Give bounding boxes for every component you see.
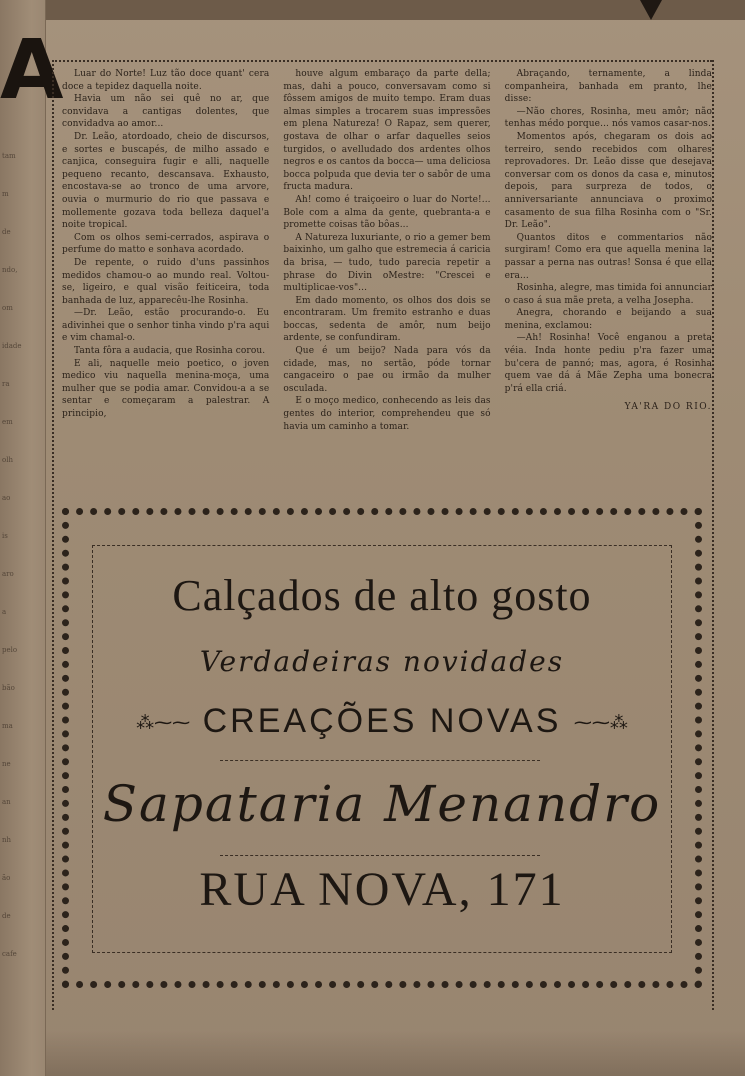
drop-cap-letter: A (0, 23, 64, 118)
previous-page-edge (0, 0, 64, 1076)
article-paragraph: Tanta fôra a audacia, que Rosinha corou. (74, 346, 266, 357)
margin-fragment: olh (2, 456, 13, 464)
page-notch (640, 0, 662, 20)
article-paragraph: Em dado momento, os olhos dos dois se encontraram. Um fremito estranho e duas boccas, sedenta de amôr, num beijo ardente, se confundiram. (283, 295, 491, 344)
ornament-right-icon: ⁓⁓⁂ (573, 712, 628, 733)
ad-divider-lower (220, 855, 540, 856)
margin-fragment: ne (2, 760, 11, 768)
ad-divider-upper (220, 760, 540, 761)
article-paragraph: De repente, o ruido d'uns passinhos medidos chamou-o ao mundo real. Voltou-se, ligeiro, e qual visão feiticeira, toda banhada de luz, apparecêu-lhe Rosinha. (62, 257, 270, 306)
article-paragraph: —Não chores, Rosinha, meu amôr; não tenhas médo porque... nós vamos casar-nos. (504, 106, 712, 130)
margin-fragment: tam (2, 152, 16, 160)
ad-store-name: Sapataria Menandro (102, 775, 662, 833)
ad-headline: Calçados de alto gosto (172, 571, 592, 620)
article-paragraph: Dr. Leão, atordoado, cheio de discursos, e sortes e buscapés, de milho assado e canjica, conseguira fugir e alli, naquelle pequeno recanto, descansava. Exhausto, encostava-se ao tronco de uma arvore, ouvia o murmurio do rio que passava e mollemente gozava toda belleza daquel'a noite tropical. (62, 131, 270, 231)
article-paragraph: E o moço medico, conhecendo as leis das gentes do interior, comprehendeu que só havia um caminho a tomar. (283, 396, 491, 432)
margin-fragment: m (2, 190, 9, 198)
article-paragraph: E ali, naquelle meio poetico, o joven medico viu naquella menina-moça, uma mulher que se podia amar. Convidou-a a se sentar e começaram a palestrar. A principio, (62, 358, 270, 420)
article-paragraph: A Natureza luxuriante, o rio a gemer bem baixinho, um galho que estremecia á caricia da brisa, — tudo, tudo parecia repetir a phrase do Divin oMestre: "Crescei e multiplicae-vos"... (283, 232, 491, 294)
margin-fragment: ao (2, 494, 11, 502)
article-paragraph: Momentos após, chegaram os dois ao terreiro, sendo recebidos com olhares reprovadores. Dr. Leão disse que desejava conversar com os donos da casa e, minutos depois, para surpreza de todos, o anniversariante annunciava o proximo casamento de sua filha Rosinha com o "Sr. Dr. Leão". (504, 131, 712, 231)
margin-fragment: ma (2, 722, 13, 730)
margin-fragment: de (2, 228, 11, 236)
article-paragraph: Havia um não sei quê no ar, que convidava a cantigas dolentes, que convidadva ao amor... (62, 94, 270, 130)
margin-fragment: pelo (2, 646, 18, 654)
left-dotted-rule (52, 60, 54, 1010)
margin-fragment: om (2, 304, 13, 312)
article-column-2 (283, 68, 490, 488)
ad-subheadline: Verdadeiras novidades (199, 645, 565, 678)
article-paragraph: Rosinha, alegre, mas timida foi annunciar o caso á sua mãe preta, a velha Josepha. (504, 283, 712, 306)
margin-fragment: idade (2, 342, 22, 350)
article-column-1 (62, 68, 269, 488)
article-paragraph: Ah! como é traiçoeiro o luar do Norte!... Bole com a alma da gente, quebranta-a e promette coisas tão bôas... (283, 194, 491, 231)
margin-fragment: ndo, (2, 266, 18, 274)
article-paragraph: Anegra, chorando e beijando a sua menina, exclamou: (504, 308, 712, 331)
article-paragraph: Que é um beijo? Nada para vós da cidade, mas, no sertão, póde tornar cangaceiro o pae ou irmão da mulher osculada. (283, 346, 491, 394)
margin-fragment: is (2, 532, 8, 540)
ornament-left-icon: ⁂⁓⁓ (136, 712, 191, 733)
margin-fragment: ão (2, 874, 11, 882)
right-dotted-rule (712, 60, 714, 1010)
margin-fragment: aro (2, 570, 14, 578)
article-paragraph: —Ah! Rosinha! Você enganou a preta véia. Inda honte pediu p'ra fazer uma bu'cera de pannó; mas, agora, é Rosinha quem vae dá á Mãe Zepha uma bonecra p'rá ella criá. (504, 333, 712, 394)
article-paragraph: houve algum embaraço da parte della; mas, dahi a pouco, conversavam como si fôssem amigos de muito tempo. Eram duas almas simples a trocarem suas impressões em plena Natureza! O Rapaz, sem querer, gostava de olhar o arfar daquelles seios turgidos, o avelludado dos ardentes olhos negros e os cantos da bocca— uma deliciosa bocca polpuda que devia ter o sabôr de uma fructa madura. (283, 69, 491, 193)
article-paragraph: Luar do Norte! Luz tão doce quant' cera doce a tepidez daquella noite. (62, 69, 270, 92)
ad-tagline (92, 702, 672, 741)
margin-fragment: ra (2, 380, 10, 388)
ad-address: RUA NOVA, 171 (199, 863, 565, 916)
top-dotted-rule (52, 60, 712, 62)
margin-fragment: a (2, 608, 7, 616)
article-columns (62, 68, 712, 488)
margin-fragment: an (2, 798, 11, 806)
article-signature: YA'RA DO RIO. (624, 402, 712, 413)
page-bottom-shade (46, 1030, 745, 1076)
article-column-3 (505, 68, 712, 488)
article-paragraph: Abraçando, ternamente, a linda companheira, banhada em pranto, lhe disse: (504, 69, 712, 105)
margin-fragment: bão (2, 684, 15, 692)
margin-fragment: nh (2, 836, 12, 844)
margin-fragment: cafe (2, 950, 17, 958)
ad-tagline-text: CREAÇÕES NOVAS (202, 702, 562, 740)
margin-fragment: de (2, 912, 11, 920)
article-paragraph: —Dr. Leão, estão procurando-o. Eu adivinhei que o senhor tinha vindo p'ra aqui e vim chamal-o. (62, 308, 270, 344)
margin-fragment: em (2, 418, 13, 426)
article-paragraph: Com os olhos semi-cerrados, aspirava o perfume do matto e sonhava acordado. (62, 232, 270, 256)
article-paragraph: Quantos ditos e commentarios não surgiram! Como era que aquella menina la passar a perna nas outras! Sonsa é que ella era... (504, 232, 712, 281)
